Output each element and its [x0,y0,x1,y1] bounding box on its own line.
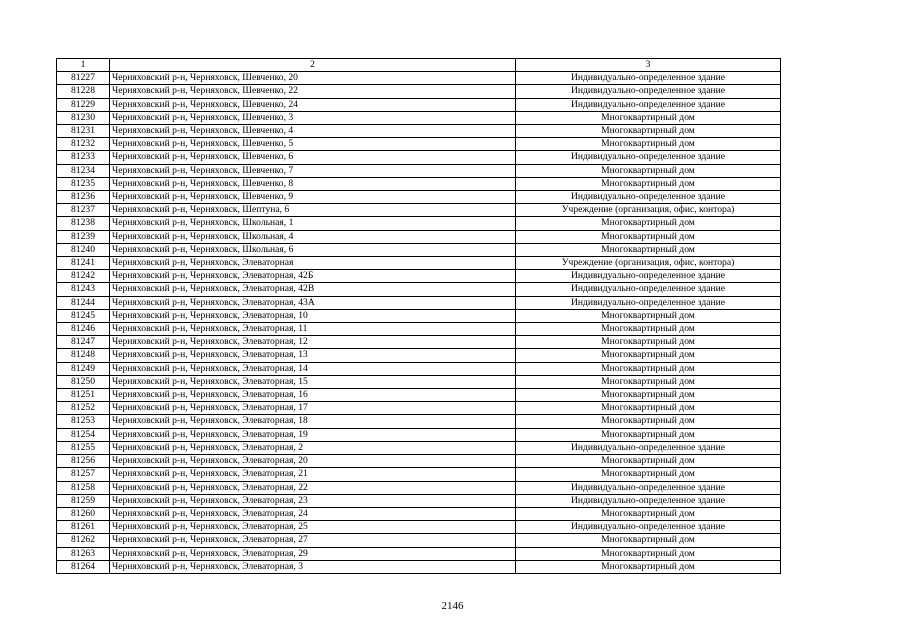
object-type-cell: Многоквартирный дом [516,164,781,177]
row-number-cell: 81231 [57,125,110,138]
row-number-cell: 81237 [57,204,110,217]
row-number-cell: 81228 [57,85,110,98]
object-type-cell: Многоквартирный дом [516,547,781,560]
header-row [57,59,781,72]
row-number-cell: 81252 [57,402,110,415]
row-number-cell: 81261 [57,521,110,534]
table-row [57,415,781,428]
row-number-cell: 81233 [57,151,110,164]
row-number-cell: 81227 [57,72,110,85]
registry-table [56,58,781,574]
table-row [57,257,781,270]
address-cell: Черняховский р-н, Черняховск, Шевченко, 22 [110,85,516,98]
row-number-cell: 81256 [57,455,110,468]
table-row [57,481,781,494]
object-type-cell: Индивидуально-определенное здание [516,270,781,283]
address-cell: Черняховский р-н, Черняховск, Школьная, 4 [110,230,516,243]
address-cell: Черняховский р-н, Черняховск, Шевченко, 4 [110,125,516,138]
column-header-object-type: 3 [516,59,781,72]
address-cell: Черняховский р-н, Черняховск, Школьная, 6 [110,243,516,256]
row-number-cell: 81251 [57,389,110,402]
address-cell: Черняховский р-н, Черняховск, Элеваторная, 18 [110,415,516,428]
address-cell: Черняховский р-н, Черняховск, Элеваторная, 29 [110,547,516,560]
row-number-cell: 81258 [57,481,110,494]
object-type-cell: Индивидуально-определенное здание [516,283,781,296]
address-cell: Черняховский р-н, Черняховск, Элеваторная, 27 [110,534,516,547]
address-cell: Черняховский р-н, Черняховск, Элеваторная, 2 [110,441,516,454]
table-row [57,534,781,547]
object-type-cell: Многоквартирный дом [516,111,781,124]
table-row [57,468,781,481]
row-number-cell: 81242 [57,270,110,283]
row-number-cell: 81244 [57,296,110,309]
table-row [57,283,781,296]
address-cell: Черняховский р-н, Черняховск, Элеваторная, 22 [110,481,516,494]
object-type-cell: Многоквартирный дом [516,309,781,322]
address-cell: Черняховский р-н, Черняховск, Школьная, 1 [110,217,516,230]
object-type-cell: Учреждение (организация, офис, контора) [516,204,781,217]
address-cell: Черняховский р-н, Черняховск, Шевченко, 9 [110,191,516,204]
table-row [57,191,781,204]
address-cell: Черняховский р-н, Черняховск, Элеваторная, 12 [110,336,516,349]
table-row [57,375,781,388]
row-number-cell: 81236 [57,191,110,204]
row-number-cell: 81264 [57,560,110,573]
object-type-cell: Многоквартирный дом [516,125,781,138]
address-cell: Черняховский р-н, Черняховск, Элеваторная, 14 [110,362,516,375]
table-row [57,164,781,177]
object-type-cell: Индивидуально-определенное здание [516,481,781,494]
table-row [57,111,781,124]
row-number-cell: 81229 [57,98,110,111]
object-type-cell: Многоквартирный дом [516,362,781,375]
address-cell: Черняховский р-н, Черняховск, Шевченко, 7 [110,164,516,177]
row-number-cell: 81255 [57,441,110,454]
row-number-cell: 81235 [57,177,110,190]
registry-table-body [57,59,781,574]
table-row [57,349,781,362]
row-number-cell: 81241 [57,257,110,270]
object-type-cell: Индивидуально-определенное здание [516,296,781,309]
object-type-cell: Многоквартирный дом [516,243,781,256]
row-number-cell: 81260 [57,507,110,520]
address-cell: Черняховский р-н, Черняховск, Элеваторная, 19 [110,428,516,441]
row-number-cell: 81238 [57,217,110,230]
row-number-cell: 81247 [57,336,110,349]
object-type-cell: Учреждение (организация, офис, контора) [516,257,781,270]
object-type-cell: Многоквартирный дом [516,177,781,190]
address-cell: Черняховский р-н, Черняховск, Шевченко, 5 [110,138,516,151]
row-number-cell: 81249 [57,362,110,375]
row-number-cell: 81232 [57,138,110,151]
address-cell: Черняховский р-н, Черняховск, Элеваторная, 42Б [110,270,516,283]
object-type-cell: Индивидуально-определенное здание [516,151,781,164]
column-header-number: 1 [57,59,110,72]
table-row [57,309,781,322]
table-row [57,177,781,190]
address-cell: Черняховский р-н, Черняховск, Элеваторная, 15 [110,375,516,388]
object-type-cell: Многоквартирный дом [516,468,781,481]
table-row [57,217,781,230]
address-cell: Черняховский р-н, Черняховск, Элеваторная, 23 [110,494,516,507]
object-type-cell: Индивидуально-определенное здание [516,441,781,454]
address-cell: Черняховский р-н, Черняховск, Элеваторная, 3 [110,560,516,573]
address-cell: Черняховский р-н, Черняховск, Элеваторная, 20 [110,455,516,468]
address-cell: Черняховский р-н, Черняховск, Элеваторная, 17 [110,402,516,415]
row-number-cell: 81240 [57,243,110,256]
page-number: 2146 [441,600,464,612]
address-cell: Черняховский р-н, Черняховск, Элеваторная [110,257,516,270]
row-number-cell: 81246 [57,323,110,336]
address-cell: Черняховский р-н, Черняховск, Элеваторная, 11 [110,323,516,336]
address-cell: Черняховский р-н, Черняховск, Элеваторная, 42В [110,283,516,296]
row-number-cell: 81230 [57,111,110,124]
table-row [57,323,781,336]
address-cell: Черняховский р-н, Черняховск, Шевченко, 6 [110,151,516,164]
object-type-cell: Многоквартирный дом [516,534,781,547]
object-type-cell: Многоквартирный дом [516,138,781,151]
object-type-cell: Индивидуально-определенное здание [516,72,781,85]
object-type-cell: Многоквартирный дом [516,217,781,230]
table-row [57,560,781,573]
object-type-cell: Многоквартирный дом [516,455,781,468]
table-row [57,547,781,560]
row-number-cell: 81250 [57,375,110,388]
column-header-address: 2 [110,59,516,72]
address-cell: Черняховский р-н, Черняховск, Элеваторная, 10 [110,309,516,322]
table-row [57,441,781,454]
table-row [57,336,781,349]
table-row [57,270,781,283]
table-row [57,204,781,217]
row-number-cell: 81248 [57,349,110,362]
object-type-cell: Многоквартирный дом [516,428,781,441]
table-row [57,428,781,441]
address-cell: Черняховский р-н, Черняховск, Шевченко, 8 [110,177,516,190]
table-row [57,138,781,151]
row-number-cell: 81254 [57,428,110,441]
address-cell: Черняховский р-н, Черняховск, Шевченко, 3 [110,111,516,124]
table-row [57,125,781,138]
row-number-cell: 81257 [57,468,110,481]
object-type-cell: Индивидуально-определенное здание [516,191,781,204]
table-row [57,494,781,507]
table-row [57,98,781,111]
address-cell: Черняховский р-н, Черняховск, Шевченко, 20 [110,72,516,85]
table-row [57,230,781,243]
table-row [57,507,781,520]
row-number-cell: 81245 [57,309,110,322]
address-cell: Черняховский р-н, Черняховск, Элеваторная, 43А [110,296,516,309]
object-type-cell: Многоквартирный дом [516,560,781,573]
table-row [57,389,781,402]
address-cell: Черняховский р-н, Черняховск, Элеваторная, 21 [110,468,516,481]
table-row [57,296,781,309]
table-row [57,85,781,98]
table-row [57,521,781,534]
object-type-cell: Многоквартирный дом [516,349,781,362]
address-cell: Черняховский р-н, Черняховск, Элеваторная, 25 [110,521,516,534]
object-type-cell: Индивидуально-определенное здание [516,85,781,98]
object-type-cell: Многоквартирный дом [516,389,781,402]
row-number-cell: 81243 [57,283,110,296]
object-type-cell: Индивидуально-определенное здание [516,521,781,534]
object-type-cell: Многоквартирный дом [516,230,781,243]
row-number-cell: 81234 [57,164,110,177]
row-number-cell: 81262 [57,534,110,547]
table-row [57,72,781,85]
table-row [57,362,781,375]
address-cell: Черняховский р-н, Черняховск, Шевченко, 24 [110,98,516,111]
object-type-cell: Многоквартирный дом [516,507,781,520]
table-row [57,151,781,164]
object-type-cell: Многоквартирный дом [516,415,781,428]
object-type-cell: Индивидуально-определенное здание [516,98,781,111]
address-cell: Черняховский р-н, Черняховск, Шептуна, 6 [110,204,516,217]
object-type-cell: Многоквартирный дом [516,402,781,415]
address-cell: Черняховский р-н, Черняховск, Элеваторная, 24 [110,507,516,520]
object-type-cell: Многоквартирный дом [516,336,781,349]
row-number-cell: 81239 [57,230,110,243]
object-type-cell: Многоквартирный дом [516,323,781,336]
row-number-cell: 81259 [57,494,110,507]
object-type-cell: Индивидуально-определенное здание [516,494,781,507]
object-type-cell: Многоквартирный дом [516,375,781,388]
row-number-cell: 81253 [57,415,110,428]
table-row [57,455,781,468]
table-row [57,402,781,415]
table-row [57,243,781,256]
address-cell: Черняховский р-н, Черняховск, Элеваторная, 16 [110,389,516,402]
address-cell: Черняховский р-н, Черняховск, Элеваторная, 13 [110,349,516,362]
row-number-cell: 81263 [57,547,110,560]
